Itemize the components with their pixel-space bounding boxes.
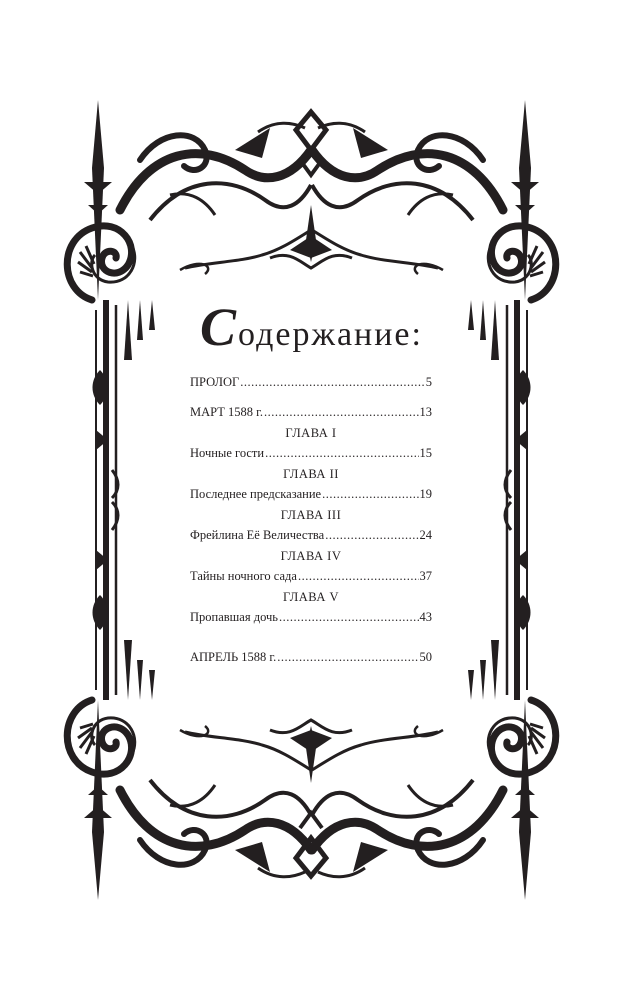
toc-entry-label: Ночные гости [190,446,265,460]
chapter-heading-1: ГЛАВА I [285,426,337,440]
chapter-heading-2: ГЛАВА II [283,467,339,481]
toc-entry-prologue[interactable] [190,372,432,393]
dot-leader [240,372,424,393]
toc-entry-chapter4[interactable] [190,566,432,587]
toc-entry-label: Фрейлина Её Величества [190,528,325,542]
toc-entry-page: 43 [419,610,432,624]
table-of-contents [190,372,432,668]
toc-entry-part2[interactable] [190,647,432,668]
toc-entry-page: 37 [419,569,432,583]
title-rest: одержание: [238,316,423,353]
toc-entry-page: 13 [419,405,432,419]
toc-entry-page: 24 [419,528,432,542]
toc-entry-label: Тайны ночного сада [190,569,297,583]
dot-leader [277,647,418,668]
chapter-heading-3: ГЛАВА III [280,508,342,522]
toc-entry-page: 19 [419,487,432,501]
toc-entry-chapter1[interactable] [190,443,432,464]
toc-entry-page: 5 [425,375,432,389]
dot-leader [298,566,419,587]
page-title [150,297,473,357]
toc-entry-chapter5[interactable] [190,607,432,628]
toc-entry-chapter2[interactable] [190,484,432,505]
dot-leader [279,607,419,628]
toc-entry-part1[interactable] [190,402,432,423]
chapter-heading-5: ГЛАВА V [282,590,340,604]
chapter-heading-4: ГЛАВА IV [280,549,342,563]
dot-leader [265,443,418,464]
toc-entry-label: Пропавшая дочь [190,610,278,624]
dot-leader [325,525,418,546]
toc-entry-label: АПРЕЛЬ 1588 г. [190,650,277,664]
dot-leader [264,402,419,423]
toc-entry-page: 15 [419,446,432,460]
dot-leader [322,484,418,505]
toc-entry-chapter3[interactable] [190,525,432,546]
title-initial: С [200,297,239,357]
toc-entry-page: 50 [419,650,432,664]
toc-entry-label: МАРТ 1588 г. [190,405,263,419]
toc-entry-label: Последнее предсказание [190,487,322,501]
toc-entry-label: ПРОЛОГ [190,375,240,389]
